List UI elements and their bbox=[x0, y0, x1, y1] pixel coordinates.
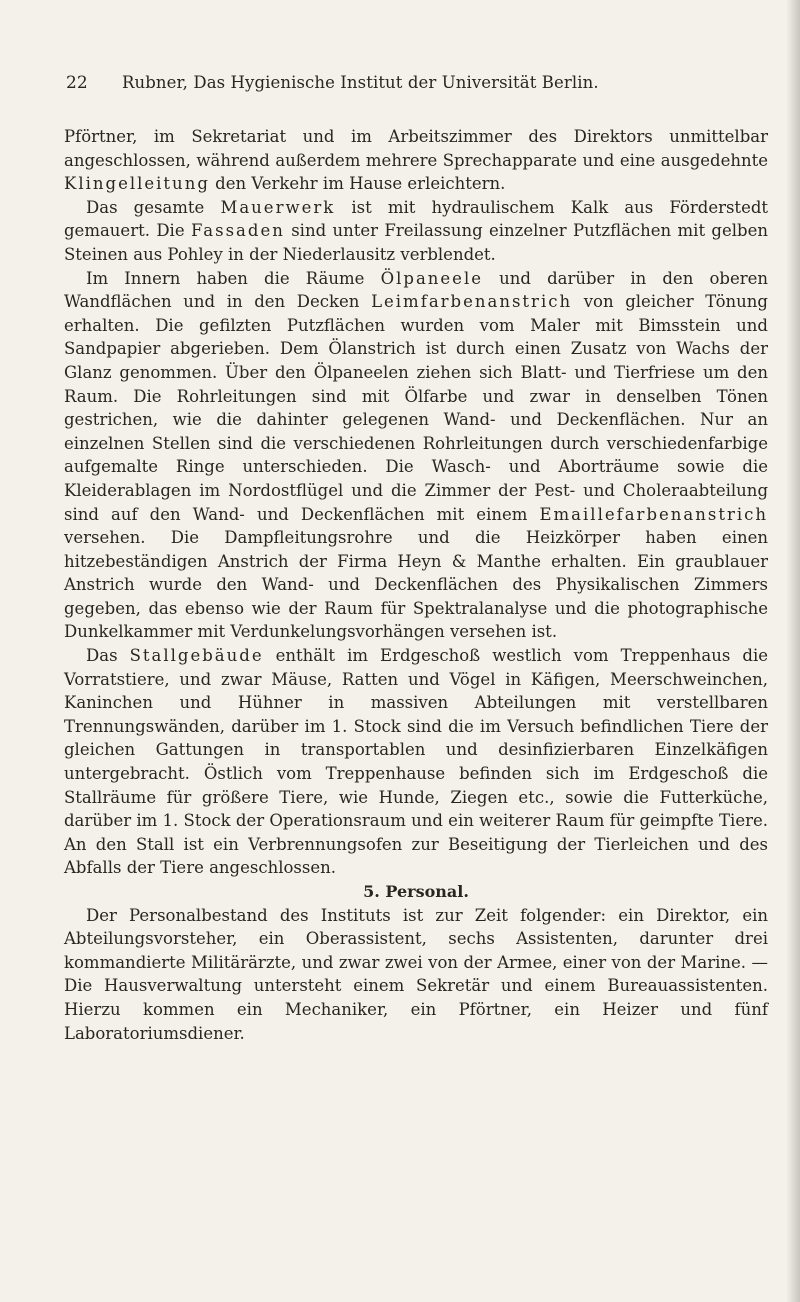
page-header bbox=[66, 73, 760, 103]
paragraph-5: Der Personalbestand des Instituts ist zur Zeit folgender: ein Direktor, ein Abteilungsvorsteher, ein Oberassistent, sechs Assistenten, darunter drei kommandierte Militärärzte, und zwar zwei von der Armee, einer von der Marine. — Die Hausverwaltung untersteht einem Sekretär und einem Bureauassistenten. Hierzu kommen ein Mechaniker, ein Pförtner, ein Heizer und fünf Laboratoriumsdiener. bbox=[64, 905, 768, 1043]
paragraph-1-rest: den Verkehr im Hause erleichtern. bbox=[215, 174, 506, 194]
emphasis-oelpaneele: Ölpaneele bbox=[380, 268, 483, 288]
paragraph-4 bbox=[64, 644, 768, 880]
paragraph-4-part-a: Das bbox=[86, 646, 118, 666]
paragraph-2-part-c: sind unter Freilassung einzelner Putzflächen mit gelben Steinen aus Pohley in der Niederlausitz verblendet. bbox=[64, 221, 768, 264]
emphasis-emaillefarbenanstrich: Emaillefarbenanstrich bbox=[539, 504, 768, 524]
running-title: Rubner, Das Hygienische Institut der Universität Berlin. bbox=[122, 73, 599, 92]
body-text bbox=[64, 125, 768, 1045]
emphasis-mauerwerk: Mauerwerk bbox=[220, 197, 336, 217]
emphasis-stallgebaeude: Stallgebäude bbox=[129, 646, 264, 666]
paragraph-3-part-c: von gleicher Tönung erhalten. Die gefilzten Putzflächen wurden vom Maler mit Bimsstein und Sandpapier abgerieben. Dem Ölanstrich ist durch einen Zusatz von Wachs der Glanz genommen. Über den Ölpaneelen ziehen sich Blatt- und Tierfriese um den Raum. Die Rohrleitungen sind mit Ölfarbe und zwar in denselben Tönen gestrichen, wie die dahinter gelegenen Wand- und Deckenflächen. Nur an einzelnen Stellen sind die verschiedenen Rohrleitungen durch verschiedenfarbige aufgemalte Ringe unterschieden. Die Wasch- und Aborträume sowie die Kleiderablagen im Nordostflügel und die Zimmer der Pest- und Choleraabteilung sind auf den Wand- und Deckenflächen mit einem bbox=[64, 292, 768, 524]
paragraph-3 bbox=[64, 267, 768, 645]
emphasis-fassaden: Fassaden bbox=[190, 221, 285, 241]
paragraph-4-part-b: enthält im Erdgeschoß westlich vom Treppenhaus die Vorratstiere, und zwar Mäuse, Ratten und Vögel in Käfigen, Meerschweinchen, Kaninchen und Hühner in massiven Abteilungen mit verstellbaren Trennungswänden, darüber im 1. Stock sind die im Versuch befindlichen Tiere der gleichen Gattungen in transportablen und desinfizierbaren Einzelkäfigen untergebracht. Östlich vom Treppenhause befinden sich im Erdgeschoß die Stallräume für größere Tiere, wie Hunde, Ziegen etc., sowie die Futterküche, darüber im 1. Stock der Operationsraum und ein weiterer Raum für geimpfte Tiere. An den Stall ist ein Verbrennungsofen zur Beseitigung der Tierleichen und des Abfalls der Tiere angeschlossen. bbox=[64, 646, 768, 878]
page-edge-shadow bbox=[786, 0, 800, 1302]
emphasis-klingelleitung: Klingelleitung bbox=[64, 174, 210, 194]
section-heading-personal: 5. Personal. bbox=[363, 882, 469, 901]
paragraph-3-part-b: und darüber in den oberen Wandflächen und in den Decken bbox=[64, 268, 768, 312]
page-number: 22 bbox=[66, 73, 88, 93]
paragraph-1 bbox=[64, 125, 768, 196]
paragraph-2-part-a: Das gesamte bbox=[86, 197, 205, 217]
paragraph-3-part-d: versehen. Die Dampfleitungsrohre und die Heizkörper haben einen hitzebeständigen Anstrich der Firma Heyn & Manthe erhalten. Ein graublauer Anstrich wurde den Wand- und Deckenflächen des Physikalischen Zimmers gegeben, das ebenso wie der Raum für Spektralanalyse und die photographische Dunkelkammer mit Verdunkelungsvorhängen versehen ist. bbox=[64, 528, 768, 642]
paragraph-2-part-b: ist mit hydraulischem Kalk aus Förderstedt gemauert. Die bbox=[64, 197, 769, 241]
paragraph-1-text: Pförtner, im Sekretariat und im Arbeitszimmer des Direktors unmittelbar angeschlossen, während außerdem mehrere Sprechapparate und eine ausgedehnte bbox=[64, 127, 768, 170]
paragraph-2 bbox=[64, 196, 768, 267]
emphasis-leimfarbenanstrich: Leimfarbenanstrich bbox=[371, 292, 573, 312]
paragraph-3-part-a: Im Innern haben die Räume bbox=[86, 268, 365, 288]
